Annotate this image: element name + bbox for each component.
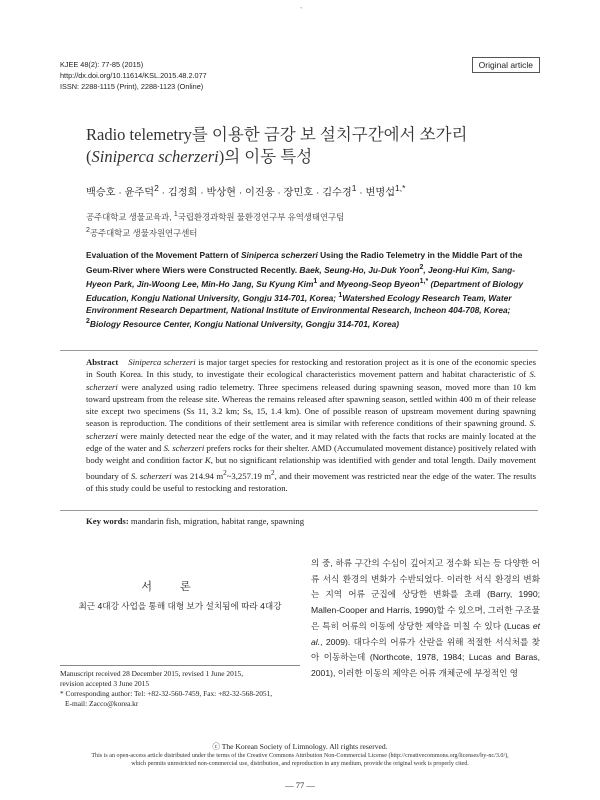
affiliation-line-1 <box>86 208 536 224</box>
affil-b: 국립환경과학원 물환경연구부 유역생태연구팀 <box>177 211 345 222</box>
affil-a: 공주대학교 생물교육과, <box>86 211 174 222</box>
abs-i2: S. scherzeri <box>86 369 536 392</box>
footnote-line-2: revision accepted 3 June 2015 <box>60 679 150 688</box>
issn-line: ISSN: 2288-1115 (Print), 2288-1123 (Online) <box>60 82 204 91</box>
en-part-2: Using the Radio Telemetry in the Middle Part of the Geum-River where Wiers were Constructed Recently. <box>86 250 523 275</box>
en-authors-1: Baek, Seung-Ho, Ju-Duk Yoon <box>299 264 420 275</box>
title-line-1: Radio telemetry를 이용한 금강 보 설치구간에서 쏘가리 <box>86 125 468 144</box>
page-number: ― 77 ― <box>285 780 315 790</box>
en-part-1: Evaluation of the Movement Pattern of <box>86 250 241 260</box>
journal-citation: KJEE 48(2): 77-85 (2015) <box>60 60 144 69</box>
right-text-2: , 2009). 대다수의 어류가 산란을 위해 적절한 서식처를 찾아 이동하는데 (Northcote, 1978, 1984; Lucas and Baras, 2001), 이러한 이동의 제약은 어류 개체군에 부정적인 영 <box>311 636 540 678</box>
abstract <box>86 356 536 494</box>
keywords-text: mandarin fish, migration, habitat range, spawning <box>128 516 305 526</box>
affiliation-line-2 <box>86 224 536 240</box>
en-authors-2: , Jeong-Hui Kim, Sang-Hyeon Park, Jin-Woong Lee, Min-Ho Jang, Su Kyung Kim <box>86 264 516 289</box>
affil-sup-1: 1 <box>173 211 178 218</box>
affil-sup-2: 2 <box>86 226 90 234</box>
abs-t7: ~3,257.19 m <box>226 470 271 481</box>
abs-t2: were analyzed using radio telemetry. Three specimens released during spawning season, moved more than 10 km toward upstream from the release site. Whereas the remains released after spawning season, settled within 400 m of their release site except two specimens (Ss 11, 3.2 km; Ss, 15, 1.4 km). One of possible reason of upstream movement during spawning season is reproduction. The conditions of their settlement area is similar with reference conditions of their spawning ground. <box>86 381 536 429</box>
intro-left-text: 최근 4대강 사업을 통해 대형 보가 설치됨에 따라 4대강 <box>78 601 282 611</box>
abs-t8: , and their movement was restricted near the edge of the water. The results of this study could be useful to restocking and restoration. <box>86 470 536 493</box>
right-text-1: 의 중, 하류 구간의 수심이 깊어지고 정수화 되는 등 다양한 어류 서식 환경의 변화가 수반되었다. 이러한 서식 환경의 변화는 지역 어류 군집에 상당한 변화를 초래 (Barry, 1990; Mallen-Cooper and Harris, 1990)할 수 있으며, 그러한 구조물은 특히 어류의 이동에 상당한 제약을 미칠 수 있다 (Lucas <box>311 558 540 631</box>
title-rest: )의 이동 특성 <box>218 147 313 166</box>
footnote-line-3: * Corresponding author: Tel: +82-32-560-7459, Fax: +82-32-568-2051, <box>60 689 273 698</box>
en-species: Siniperca scherzeri <box>240 250 318 260</box>
copyright-line: ⓒ The Korean Society of Limnology. All rights reserved. <box>212 742 388 751</box>
authors-part-3: · 변명섭 <box>356 187 396 199</box>
en-authors-3: and Myeong-Seop Byeon <box>317 278 420 289</box>
footnote-email[interactable]: E-mail: Zacco@korea.kr <box>65 699 139 708</box>
license-text <box>60 752 540 768</box>
en-sup-e: 2 <box>86 318 90 326</box>
en-sup-c: 1,* <box>419 277 429 285</box>
footnote-line-1: Manuscript received 28 December 2015, revised 1 June 2015, <box>60 669 244 678</box>
footnote-divider <box>60 665 300 666</box>
abstract-label: Abstract <box>86 357 119 367</box>
en-sup-d: 1 <box>338 292 343 300</box>
en-sup-b: 1 <box>313 277 318 285</box>
abs-i3: S. scherzeri <box>86 418 536 441</box>
en-affil-1: (Department of Biology Education, Kongju National University, Gongju 314-701, Korea; <box>86 278 524 304</box>
license-line-2: which permits unrestricted non-commercial use, distribution, and reproduction in any medium, provide the original work is properly cited. <box>131 761 469 767</box>
abs-i5: K <box>204 455 211 466</box>
authors-sup-1: 2 <box>154 183 159 193</box>
article-meta <box>60 59 207 92</box>
title-line-2 <box>86 146 536 168</box>
abs-t3: were mainly detected near the edge of the water, and it may related with the facts that rocks are mainly located at the edge of the water and <box>86 430 536 454</box>
keywords <box>86 516 536 526</box>
abs-i6: S. scherzeri <box>130 470 172 481</box>
authors-part-1: 백승호 · 윤주덕 <box>86 187 155 199</box>
intro-right-text <box>311 556 540 682</box>
top-mark: ` <box>300 6 303 15</box>
abs-i4: S. scherzeri <box>163 443 205 454</box>
article-type-badge: Original article <box>472 57 540 73</box>
authors-sup-2: 1 <box>351 183 357 193</box>
section-heading: 서론 <box>141 581 219 593</box>
doi-link[interactable]: http://dx.doi.org/10.11614/KSL.2015.48.2.077 <box>60 71 207 80</box>
abs-i1: Siniperca scherzeri <box>128 357 196 367</box>
authors-sup-3: 1,* <box>395 183 406 193</box>
en-sup-a: 2 <box>419 263 424 271</box>
affil-c: 공주대학교 생물자원연구센터 <box>89 227 198 238</box>
title-species: Siniperca scherzeri <box>91 147 219 166</box>
en-affil-3: Biology Resource Center, Kongju National University, Gongju 314-701, Korea) <box>89 319 400 330</box>
affiliations <box>86 208 536 240</box>
license-line-1: This is an open-access article distributed under the terms of the Creative Commons Attribution Non-Commercial License (http://creativecommons.org/licenses/by-nc/3.0/), <box>91 753 509 759</box>
footnote <box>60 669 310 709</box>
paper-title <box>86 124 536 168</box>
abs-t1: is major target species for restocking and restoration project as it is one of the economic species in South Korea. In this study, to investigate their ecological characteristics movement pattern and habitat characteristic of <box>86 357 536 380</box>
abs-sup-2: 2 <box>270 468 275 477</box>
keywords-label: Key words: <box>86 516 129 526</box>
author-list <box>86 183 536 198</box>
abs-t5: , but no significant relationship was identified with gender and total length. Daily movement boundary of <box>86 455 537 481</box>
abs-t4: prefers rocks for their shelter. AMD (Accumulated movement distance) positively related with body weight and condition factor <box>86 443 537 466</box>
abs-t6: was 214.94 m <box>171 470 224 481</box>
right-etal: et al. <box>311 620 540 647</box>
en-affil-2: Watershed Ecology Research Team, Water Environment Research Department, National Institute of Environmental Research, Incheon 404-708, Korea; <box>86 293 512 315</box>
english-title-block <box>86 250 532 331</box>
title-paren: ( <box>86 147 92 166</box>
authors-part-2: · 김정희 · 박상현 · 이진웅 · 장민호 · 김수경 <box>158 187 352 199</box>
abs-sup-1: 2 <box>223 468 227 477</box>
